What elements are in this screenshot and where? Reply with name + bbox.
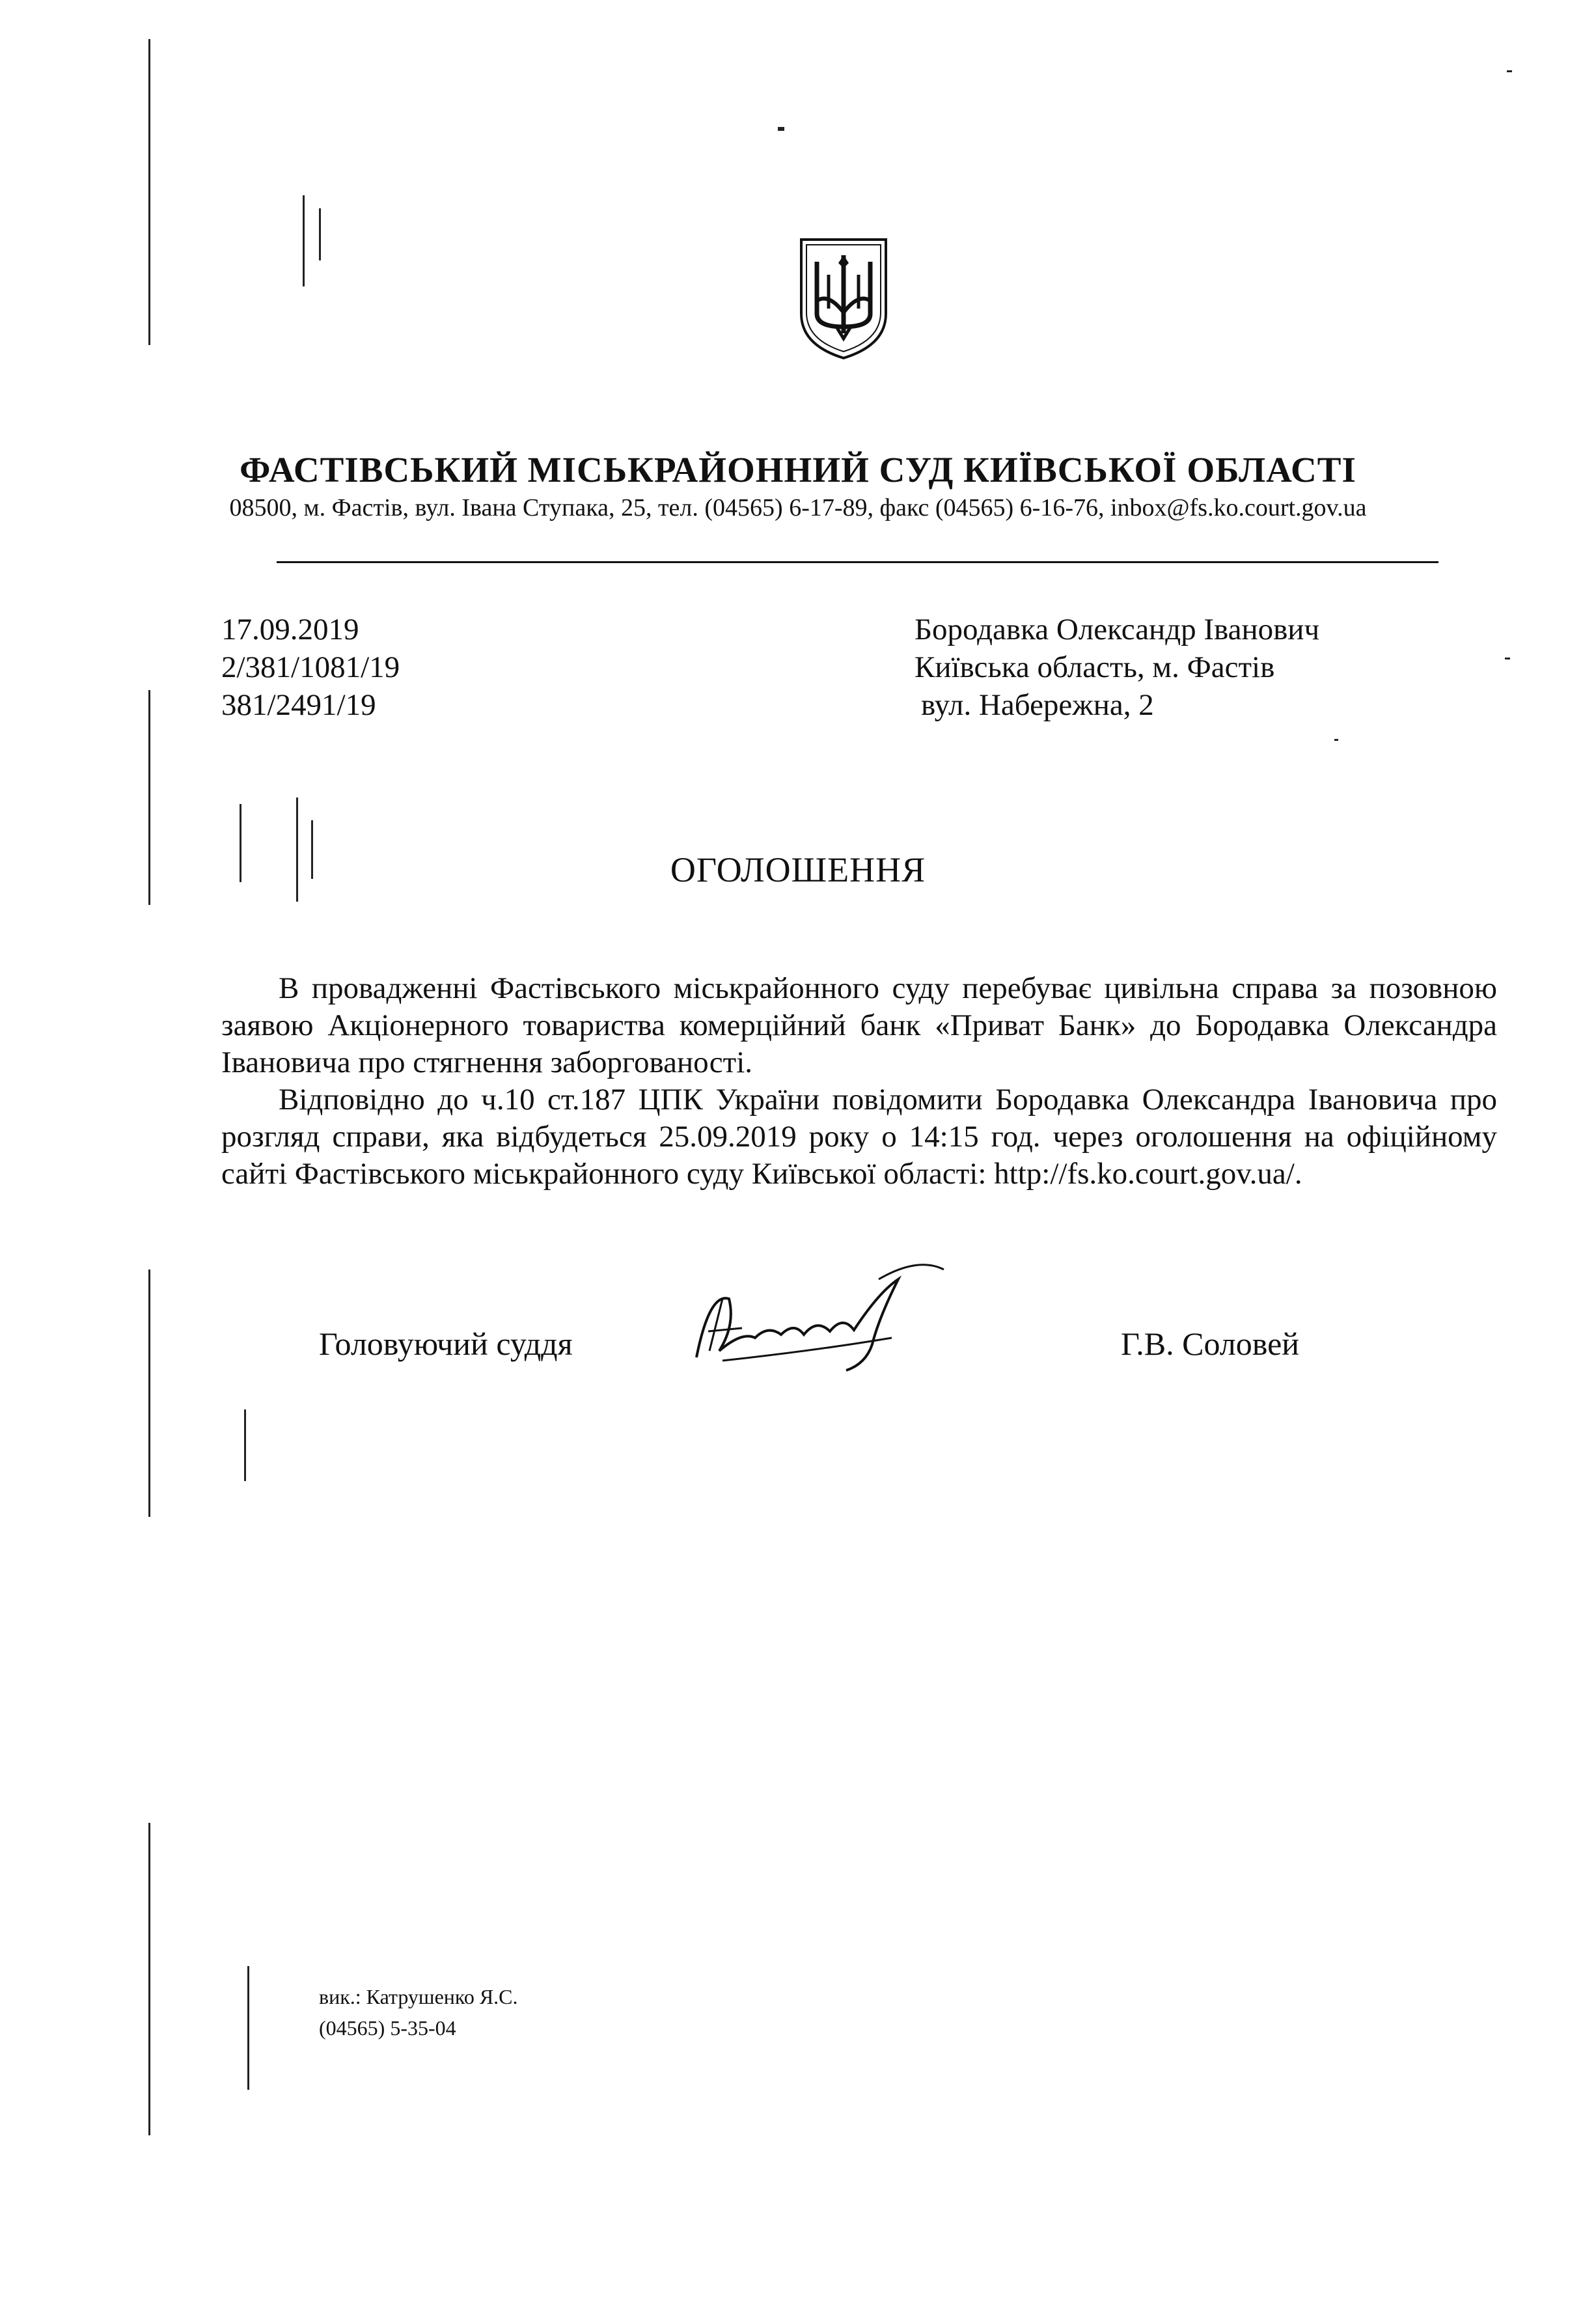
- scan-artifact: [296, 797, 298, 902]
- handwritten-signature-icon: [683, 1253, 957, 1383]
- recipient-region: Київська область, м. Фастів: [915, 650, 1275, 684]
- court-address: 08500, м. Фастів, вул. Івана Ступака, 25, тел. (04565) 6-17-89, факс (04565) 6-16-76, inbox@fs.ko.court.gov.ua: [229, 494, 1367, 521]
- case-number: 381/2491/19: [221, 688, 376, 722]
- scan-artifact: [303, 195, 305, 286]
- presiding-judge-label: Головуючий суддя: [319, 1325, 573, 1362]
- recipient-street: вул. Набережна, 2: [921, 688, 1154, 722]
- scan-artifact: [148, 39, 150, 345]
- scan-artifact: [778, 127, 784, 131]
- document-date: 17.09.2019: [221, 613, 359, 646]
- scan-artifact: [148, 1269, 150, 1517]
- scan-artifact: [319, 208, 321, 260]
- announcement-body: [221, 970, 1497, 1193]
- letterhead-divider: [277, 561, 1438, 563]
- judge-name: Г.В. Соловей: [1121, 1325, 1300, 1362]
- scan-artifact: [1334, 739, 1338, 741]
- outgoing-number: 2/381/1081/19: [221, 650, 400, 684]
- body-paragraph: Відповідно до ч.10 ст.187 ЦПК України повідомити Бородавка Олександра Івановича про розгляд справи, яка відбудеться 25.09.2019 року о 14:15 год. через оголошення на офіційному сайті Фастівського міськрайонного суду Київської області: http://fs.ko.court.gov.ua/.: [221, 1083, 1497, 1191]
- court-name: ФАСТІВСЬКИЙ МІСЬКРАЙОННИЙ СУД КИЇВСЬКОЇ ОБЛАСТІ: [240, 450, 1356, 490]
- scan-artifact: [148, 1823, 150, 2135]
- scan-artifact: [247, 1966, 249, 2090]
- recipient-block: [915, 611, 1319, 724]
- body-paragraph: В провадженні Фастівського міськрайонного суду перебуває цивільна справа за позовною заявою Акціонерного товариства комерційний банк «Приват Банк» до Бородавка Олександра Івановича про стягнення заборгованості.: [221, 971, 1497, 1079]
- scan-artifact: [1507, 70, 1512, 72]
- scan-artifact: [311, 820, 313, 879]
- scan-artifact: [148, 690, 150, 905]
- document-meta: [221, 611, 400, 724]
- executor-name: вик.: Катрушенко Я.С.: [319, 1985, 518, 2008]
- scan-artifact: [244, 1409, 246, 1481]
- recipient-name: Бородавка Олександр Іванович: [915, 613, 1320, 646]
- scan-artifact: [1505, 658, 1510, 659]
- trident-coat-of-arms-icon: [797, 236, 890, 361]
- scan-artifact: [240, 804, 241, 882]
- document-heading: ОГОЛОШЕННЯ: [670, 850, 926, 889]
- executor-note: [319, 1981, 518, 2044]
- executor-phone: (04565) 5-35-04: [319, 2016, 456, 2040]
